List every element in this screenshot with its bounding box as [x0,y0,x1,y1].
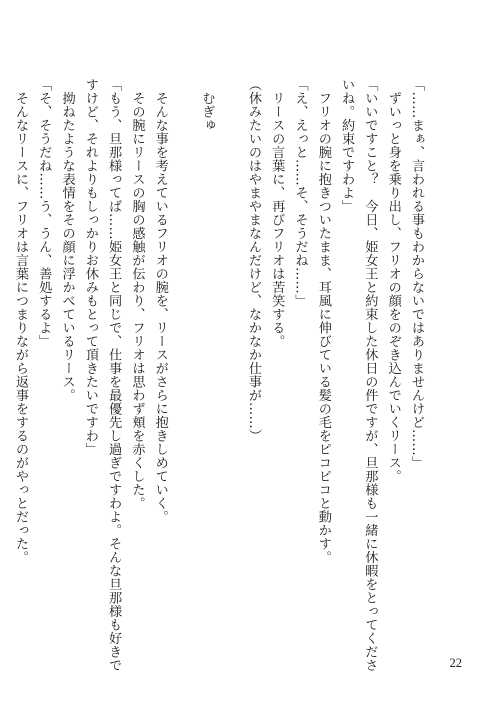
text-line-4: いね。約束ですわよ」 [339,78,355,213]
text-line-1: 「……まぁ、言われる事もわからないではありませんけど……」 [409,78,424,470]
text-line-12: そんな事を考えているフリオの腕を、リースがさらに抱きしめていく。 [152,78,168,524]
text-line-16: 拗ねたような表情をその顔に浮かべているリース。 [59,78,75,402]
text-line-7: リースの言葉に、再びフリオは苦笑する。 [269,78,285,348]
text-line-2: ずいっと身を乗り出し、フリオの顔をのぞき込んでいくリース。 [385,78,401,483]
text-line-3: 「いいですこと？ 今日、姫女王と約束した休日の件ですが、旦那様も一緒に休暇をとってくださ [362,78,378,672]
text-line-17: 「そ、そうだね……う、うん、善処するよ」 [36,78,52,348]
text-line-8: （休みたいのはやまやまなんだけど、なかなか仕事が……） [245,78,261,443]
text-line-sfx: むぎゅ [199,78,215,132]
text-line-13: その腕にリースの胸の感触が伝わり、フリオは思わず頬を赤くした。 [129,78,145,510]
text-line-18: そんなリースに、フリオは言葉につまりながら返事をするのがやっとだった。 [12,78,28,564]
vertical-text-block [9,78,428,672]
text-line-15: すけど、それよりもしっかりお休みもとって頂きたいですわ」 [82,78,98,456]
text-line-5: フリオの腕に抱きついたまま、耳風に伸びている髪の毛をピコピコと動かす。 [315,78,331,564]
text-line-14: 「もう、旦那様ってば……姫女王と同じで、仕事を最優先し過ぎですわよ。そんな旦那様も好きで [106,78,122,672]
blank-line [172,78,195,638]
blank-line [218,78,241,638]
page-number: 22 [449,656,462,670]
text-line-6: 「え、えっと……そ、そうだね……」 [292,78,308,308]
